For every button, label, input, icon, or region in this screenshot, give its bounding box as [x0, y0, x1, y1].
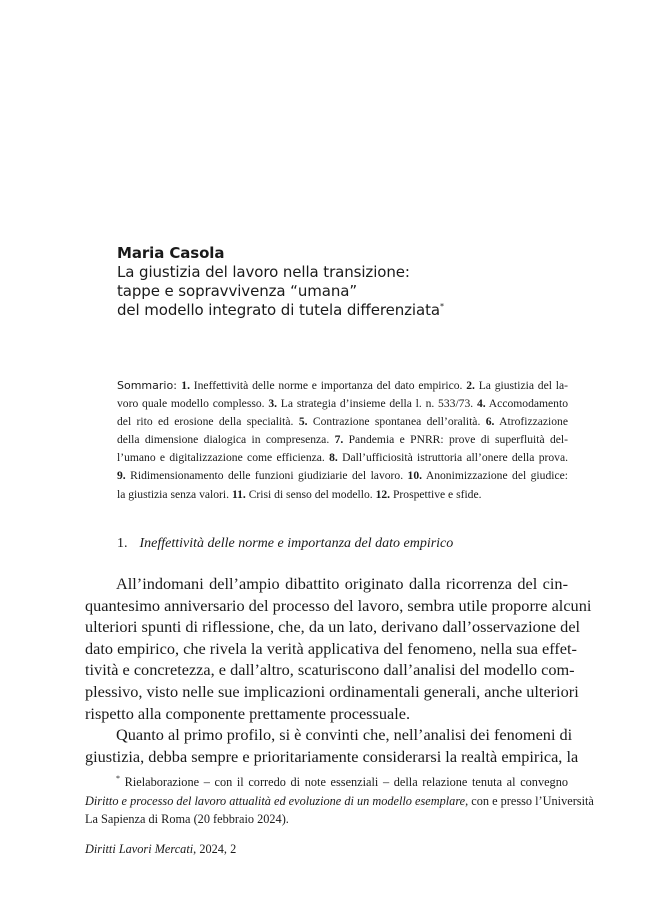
summary-line: [117, 486, 568, 504]
summary-text: del rito ed erosione della specialità.: [117, 415, 299, 429]
summary-section-number: 11.: [231, 487, 246, 501]
summary-section-number: 10.: [407, 469, 423, 483]
summary-line: [117, 413, 568, 431]
article-title-line-2: tappe e sopravvivenza “umana”: [117, 282, 358, 300]
section-heading: [117, 536, 453, 552]
footnote-line-3: La Sapienza di Roma (20 febbraio 2024).: [85, 812, 289, 826]
page-footer: [85, 842, 236, 857]
author-name: Maria Casola: [117, 244, 225, 262]
footnote-mark: *: [116, 773, 120, 783]
summary-text: Ridimensionamento delle funzioni giudiziarie del lavoro.: [125, 469, 408, 483]
summary-section-number: 9.: [117, 469, 126, 483]
article-title-line-3-text: del modello integrato di tutela differenziata: [117, 301, 440, 319]
summary-text: Pandemia e PNRR: prove di superfluità del-: [343, 433, 568, 447]
footnote-line-2: [85, 792, 594, 811]
summary-text: la giustizia senza valori.: [117, 487, 232, 501]
summary-text: Crisi di senso del modello.: [245, 487, 376, 501]
body-line: tività e concretezza, e dall’altro, scaturiscono dall’analisi del modello com-: [85, 660, 575, 680]
summary-text: l’umano e digitalizzazione come efficienza.: [117, 451, 330, 465]
summary-line: [117, 395, 568, 413]
summary-text: Contrazione spontanea dell’oralità.: [307, 415, 486, 429]
body-line: All’indomani dell’ampio dibattito originato dalla ricorrenza del cin-: [116, 574, 568, 593]
summary-section-number: 3.: [268, 397, 278, 411]
body-line: ulteriori spunti di riflessione, che, da un lato, derivano dall’osservazione del: [85, 617, 581, 637]
body-line: dato empirico, che rivela la verità applicativa del fenomeno, nella sua effet-: [85, 638, 577, 658]
summary-section-number: 7.: [334, 433, 344, 447]
section-title: Ineffettività delle norme e importanza del dato empirico: [139, 536, 454, 551]
summary-section-number: 6.: [485, 415, 495, 429]
summary-text: Prospettive e sfide.: [390, 487, 482, 501]
summary-text: Ineffettività delle norme e importanza del dato empirico.: [189, 379, 467, 392]
summary-label: Sommario:: [117, 379, 182, 392]
journal-issue: , 2024, 2: [193, 842, 237, 856]
body-line: quantesimo anniversario del processo del lavoro, sembra utile proporre alcuni: [85, 595, 592, 615]
body-line: rispetto alla componente prettamente processuale.: [85, 703, 411, 723]
footnote-line-1: [85, 773, 568, 792]
summary-text: Dall’ufficiosità istruttoria all’onere della prova.: [337, 451, 568, 465]
summary-block: [117, 377, 568, 504]
summary-text: Atrofizzazione: [494, 415, 568, 429]
summary-text: della dimensione dialogica in compresenza.: [117, 433, 335, 447]
summary-line: [117, 377, 568, 395]
summary-text: voro quale modello complesso.: [117, 397, 269, 411]
summary-text: Accomodamento: [485, 397, 568, 411]
summary-text: Anonimizzazione del giudice:: [422, 469, 568, 483]
summary-section-number: 5.: [298, 415, 308, 429]
body-text: [85, 573, 592, 767]
body-line: giustizia, debba sempre e prioritariamente considerarsi la realtà empirica, la: [85, 746, 579, 766]
journal-name: Diritti Lavori Mercati: [85, 842, 194, 856]
summary-section-number: 2.: [466, 379, 475, 392]
article-title-line-3: [117, 301, 444, 320]
footnote-conference-title: Diritto e processo del lavoro attualità ed evoluzione di un modello esemplare: [85, 793, 466, 808]
article-title-line-1: La giustizia del lavoro nella transizione:: [117, 263, 410, 281]
body-line: Quanto al primo profilo, si è convinti che, nell’analisi dei fenomeni di: [116, 725, 573, 745]
footnote: [85, 773, 594, 829]
summary-text: La giustizia del la-: [474, 379, 568, 392]
summary-line: [117, 431, 568, 449]
body-line: plessivo, visto nelle sue implicazioni ordinamentali generali, anche ulteriori: [85, 681, 579, 701]
section-number: 1.: [117, 536, 128, 551]
summary-text: La strategia d’insieme della l. n. 533/73.: [277, 397, 477, 411]
summary-line: [117, 449, 568, 467]
summary-line: [117, 467, 568, 485]
summary-section-number: 4.: [476, 397, 486, 411]
summary-section-number: 1.: [181, 379, 190, 392]
footnote-text-2: , con e presso l’Università: [465, 793, 594, 808]
footnote-text-1: Rielaborazione – con il corredo di note essenziali – della relazione tenuta al convegno: [120, 775, 568, 789]
summary-section-number: 12.: [375, 487, 391, 501]
title-footnote-mark: *: [439, 302, 444, 311]
summary-section-number: 8.: [329, 451, 338, 465]
